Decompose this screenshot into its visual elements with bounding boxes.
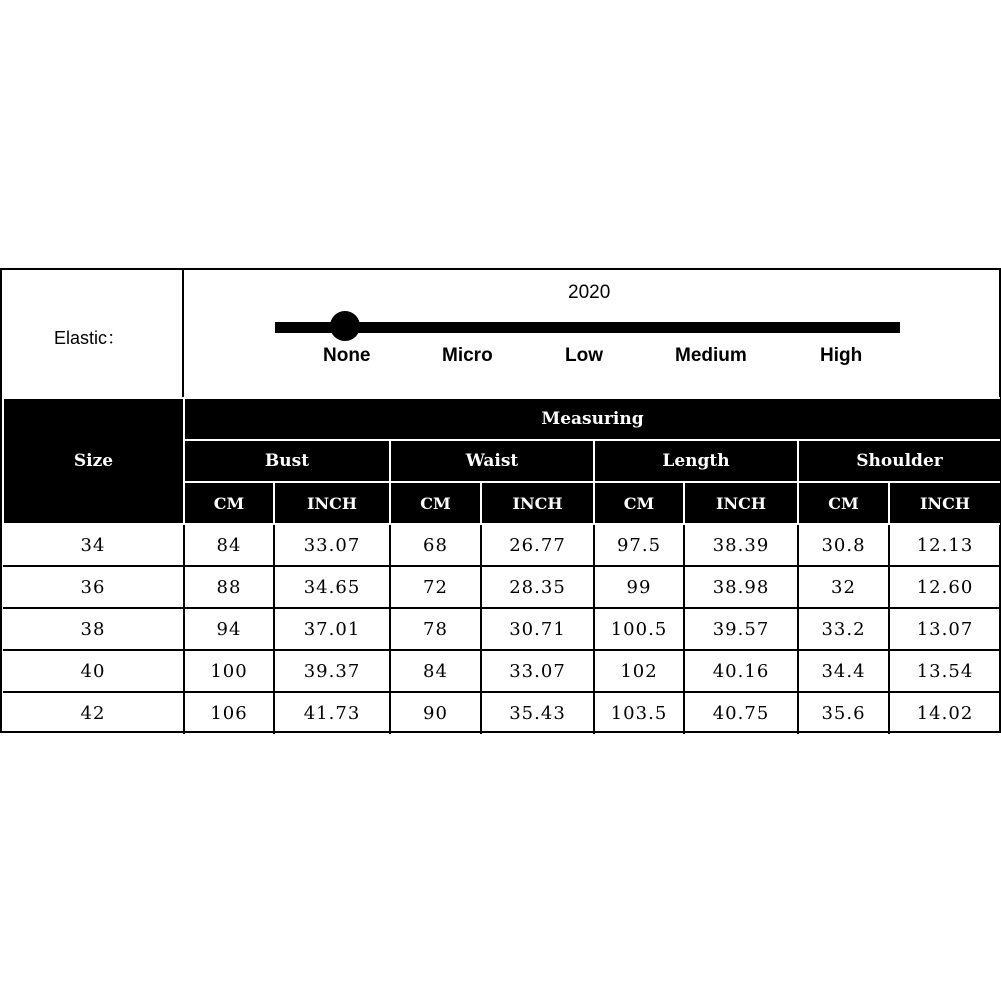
measurement-cell: 40.16 (684, 650, 798, 692)
unit-header: INCH (889, 482, 1000, 524)
table-row (3, 566, 1000, 608)
measurement-cell: 26.77 (481, 524, 594, 566)
measurement-cell: 100 (184, 650, 274, 692)
elastic-scale-bar (275, 322, 900, 333)
measurement-cell: 102 (594, 650, 684, 692)
elastic-section (2, 270, 999, 397)
measurement-cell: 40.75 (684, 692, 798, 734)
elastic-level-medium: Medium (675, 345, 747, 366)
size-header: Size (3, 398, 184, 524)
measuring-header: Measuring (184, 398, 1000, 440)
measurement-cell: 38.98 (684, 566, 798, 608)
table-row (3, 524, 1000, 566)
table-row (3, 650, 1000, 692)
measurement-cell: 35.6 (798, 692, 889, 734)
size-chart (0, 268, 1001, 733)
measurement-cell: 106 (184, 692, 274, 734)
unit-header: INCH (274, 482, 390, 524)
elastic-level-high: High (820, 345, 863, 366)
measurement-cell: 100.5 (594, 608, 684, 650)
elastic-level-low: Low (565, 345, 603, 366)
measurement-cell: 35.43 (481, 692, 594, 734)
group-header-length: Length (594, 440, 798, 482)
size-cell: 42 (3, 692, 184, 734)
measurement-cell: 97.5 (594, 524, 684, 566)
size-cell: 40 (3, 650, 184, 692)
measurement-cell: 12.13 (889, 524, 1000, 566)
measurement-cell: 38.39 (684, 524, 798, 566)
unit-header: CM (184, 482, 274, 524)
elastic-scale-knob (330, 311, 360, 341)
size-table (2, 397, 1000, 734)
unit-header: CM (594, 482, 684, 524)
measurement-cell: 84 (184, 524, 274, 566)
elastic-level-micro: Micro (442, 345, 493, 366)
header-row-measuring (3, 398, 1000, 440)
year-label: 2020 (568, 282, 611, 303)
measurement-cell: 34.4 (798, 650, 889, 692)
measurement-cell: 84 (390, 650, 481, 692)
elastic-level-none: None (323, 345, 371, 366)
group-header-bust: Bust (184, 440, 390, 482)
size-cell: 38 (3, 608, 184, 650)
unit-header: CM (798, 482, 889, 524)
unit-header: INCH (684, 482, 798, 524)
measurement-cell: 33.2 (798, 608, 889, 650)
measurement-cell: 28.35 (481, 566, 594, 608)
unit-header: CM (390, 482, 481, 524)
measurement-cell: 32 (798, 566, 889, 608)
table-row (3, 608, 1000, 650)
elastic-divider (182, 270, 184, 397)
measurement-cell: 34.65 (274, 566, 390, 608)
measurement-cell: 78 (390, 608, 481, 650)
measurement-cell: 90 (390, 692, 481, 734)
group-header-waist: Waist (390, 440, 594, 482)
measurement-cell: 33.07 (481, 650, 594, 692)
group-header-shoulder: Shoulder (798, 440, 1000, 482)
measurement-cell: 39.37 (274, 650, 390, 692)
measurement-cell: 14.02 (889, 692, 1000, 734)
size-cell: 36 (3, 566, 184, 608)
measurement-cell: 88 (184, 566, 274, 608)
measurement-cell: 103.5 (594, 692, 684, 734)
table-row (3, 692, 1000, 734)
measurement-cell: 12.60 (889, 566, 1000, 608)
measurement-cell: 68 (390, 524, 481, 566)
measurement-cell: 37.01 (274, 608, 390, 650)
size-cell: 34 (3, 524, 184, 566)
measurement-cell: 30.71 (481, 608, 594, 650)
measurement-cell: 94 (184, 608, 274, 650)
elastic-label: Elastic： (54, 328, 126, 348)
measurement-cell: 13.07 (889, 608, 1000, 650)
measurement-cell: 39.57 (684, 608, 798, 650)
measurement-cell: 41.73 (274, 692, 390, 734)
measurement-cell: 72 (390, 566, 481, 608)
measurement-cell: 30.8 (798, 524, 889, 566)
measurement-cell: 13.54 (889, 650, 1000, 692)
measurement-cell: 33.07 (274, 524, 390, 566)
unit-header: INCH (481, 482, 594, 524)
measurement-cell: 99 (594, 566, 684, 608)
